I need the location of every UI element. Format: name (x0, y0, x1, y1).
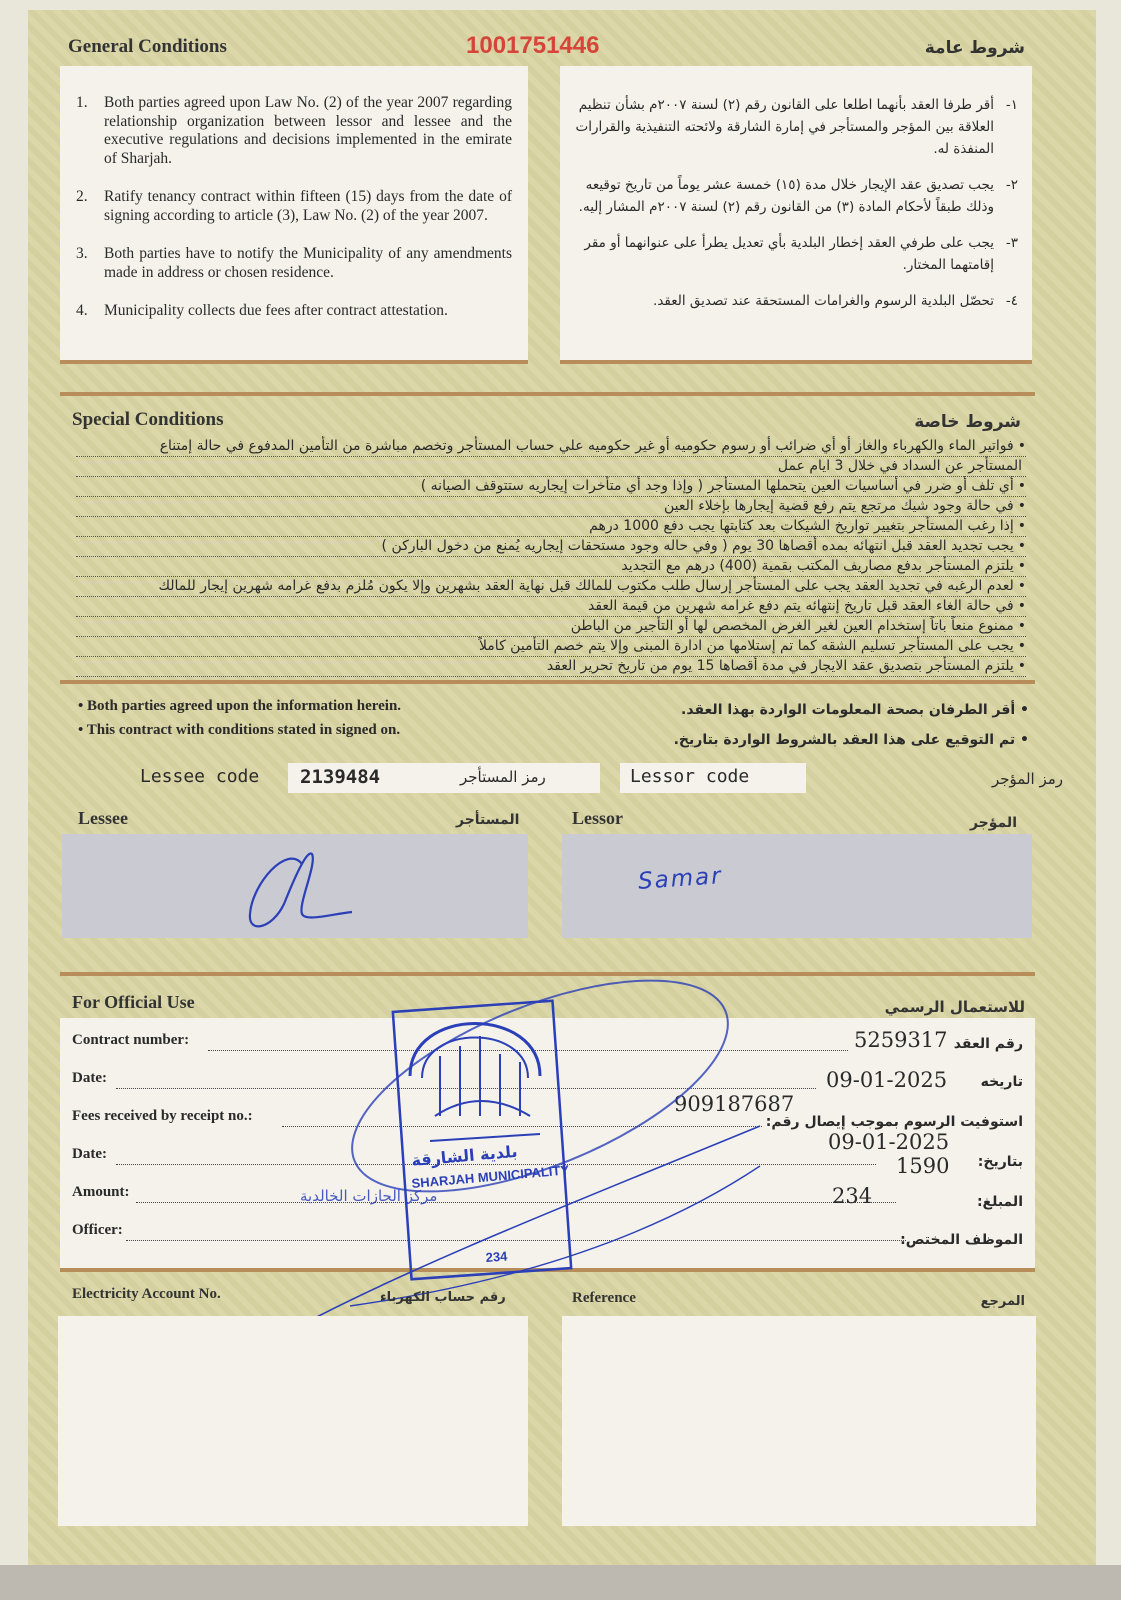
special-condition-text: ممنوع منعاً باتاً إستخدام العين لغير الغرض المخصص لها أو التأجير من الباطن (570, 618, 1014, 634)
lessee-signature-box (62, 834, 528, 938)
special-condition-line (76, 656, 1026, 677)
item-text: Municipality collects due fees after contract attestation. (104, 302, 448, 319)
item-number: ٢- (1005, 177, 1018, 193)
item-number: ١- (1005, 97, 1018, 113)
reference-label-ar: المرجع (980, 1294, 1025, 1309)
lessor-code-label-ar: رمز المؤجر (991, 770, 1063, 788)
bullet-icon: • (1017, 578, 1026, 594)
special-conditions-title-ar: شروط خاصة (914, 412, 1021, 432)
reference-label: Reference (572, 1290, 636, 1306)
agreement-statement-ar-1: • أقر الطرفان بصحة المعلومات الواردة بهذا العقد. (681, 702, 1029, 718)
lessee-code-value: 2139484 (300, 766, 381, 788)
special-condition-text: في حالة الغاء العقد قبل تاريخ إنتهائه يتم دفع غرامه شهرين من قيمة العقد (587, 598, 1014, 614)
bullet-icon: • (1017, 498, 1026, 514)
item-text: يجب تصديق عقد الإيجار خلال مدة (١٥) خمسة عشر يوماً من تاريخ توقيعه وذلك طبقاً لأحكام المادة (٣) من القانون رقم (٢) لسنة ٢٠٠٧م المشار إليه. (578, 177, 994, 215)
special-condition-text: يجب على المستأجر تسليم الشقه كما تم إستلامها من ادارة المبنى وإلا يتم خصم التأمين كاملاً (478, 638, 1014, 654)
scan-bottom-strip (0, 1565, 1121, 1600)
lessee-code-label-ar: رمز المستأجر (460, 768, 546, 786)
item-text: Both parties have to notify the Municipality of any amendments made in address or chosen residence. (104, 245, 512, 281)
general-conditions-en-panel (60, 66, 528, 364)
general-condition-en-item (76, 188, 512, 225)
lessor-label: Lessor (572, 808, 623, 828)
special-condition-line (76, 596, 1026, 617)
date-2-value: 09-01-2025 (828, 1130, 950, 1154)
general-condition-ar-item (574, 290, 1018, 312)
officer-label: Officer: (72, 1222, 123, 1238)
lessor-label-ar: المؤجر (969, 815, 1017, 831)
special-condition-line (76, 476, 1026, 497)
date-2-label-ar: بتاريخ: (977, 1154, 1023, 1170)
bullet-icon: • (1017, 558, 1026, 574)
sharjah-municipality-stamp (290, 966, 770, 1336)
special-condition-text: المستأجر عن السداد في خلال 3 ايام عمل (777, 458, 1022, 474)
stamp-number: 234 (485, 1248, 508, 1265)
lessee-code-label: Lessee code (140, 766, 260, 787)
officer-value: 234 (832, 1184, 873, 1208)
bullet-icon: • (1017, 438, 1026, 454)
general-condition-en-item (76, 94, 512, 168)
special-condition-text: أي تلف أو ضرر في أساسيات العين يتحملها المستأجر ( وإذا وجد أي متأخرات إيجاريه ستتوقف الصيانه ) (420, 478, 1014, 494)
divider (60, 392, 1035, 396)
contract-number-value: 5259317 (854, 1028, 948, 1052)
item-number: 4. (76, 302, 88, 319)
agreement-statement-ar-2: • تم التوقيع على هذا العقد بالشروط الواردة بتاريخ. (673, 732, 1029, 748)
stamp-arabic-title: بلدية الشارقة (410, 1141, 519, 1170)
fees-receipt-value: 909187687 (674, 1092, 795, 1116)
special-condition-text: فواتير الماء والكهرباء والغاز أو أي ضرائب أو رسوم حكوميه أو غير حكوميه علي حساب المستأجر وتخصم مباشرة من التأمين المدفوع في حالة إمتناع (159, 438, 1014, 454)
reference-box (562, 1316, 1036, 1526)
general-conditions-ar-panel (560, 66, 1032, 364)
general-condition-en-item (76, 245, 512, 282)
amount-value: 1590 (896, 1154, 950, 1178)
general-conditions-title-ar: شروط عامة (924, 38, 1025, 58)
general-conditions-title-en: General Conditions (68, 36, 227, 57)
lessee-label: Lessee (78, 808, 128, 828)
general-conditions-en-list (60, 66, 528, 321)
special-conditions-title-en: Special Conditions (72, 409, 224, 430)
special-condition-line (76, 616, 1026, 637)
bullet-icon: • (1017, 598, 1026, 614)
date-label-ar: تاريخه (980, 1074, 1023, 1090)
item-number: ٤- (1005, 293, 1018, 309)
agreement-statement-en-1: • Both parties agreed upon the information herein. (78, 698, 402, 714)
amount-label: Amount: (72, 1184, 130, 1200)
fees-receipt-label: Fees received by receipt no.: (72, 1108, 253, 1124)
electricity-account-box (58, 1316, 528, 1526)
date-2-label: Date: (72, 1146, 107, 1162)
item-number: 3. (76, 245, 88, 262)
divider (60, 680, 1035, 684)
bullet-icon: • (1017, 538, 1026, 554)
bullet-icon: • (1017, 518, 1026, 534)
special-condition-line (76, 536, 1026, 557)
stamp-english-title: SHARJAH MUNICIPALITY (410, 1162, 570, 1191)
stamp-branch-name: مركز الجازات الخالدية (300, 1187, 438, 1205)
general-condition-ar-item (574, 174, 1018, 218)
lessor-code-label: Lessor code (630, 766, 750, 787)
lessee-label-ar: المستأجر (456, 812, 520, 828)
special-condition-line (76, 496, 1026, 517)
special-condition-text: إذا رغب المستأجر بتغيير تواريخ الشيكات بعد كتابتها يجب دفع 1000 درهم (589, 518, 1014, 534)
electricity-account-label-ar: رقم حساب الكهرباء (380, 1290, 506, 1305)
special-condition-line (76, 436, 1026, 457)
general-condition-ar-item (574, 94, 1018, 160)
bullet-icon: • (1017, 478, 1026, 494)
item-text: يجب على طرفي العقد إخطار البلدية بأي تعديل يطرأ على عنوانهما أو مقر إقامتهما المختار. (584, 235, 994, 273)
agreement-statement-en-2: • This contract with conditions stated in signed on. (78, 722, 401, 738)
item-text: أقر طرفا العقد بأنهما اطلعا على القانون رقم (٢) لسنة ٢٠٠٧م بشأن تنظيم العلاقة بين المؤجر والمستأجر في إمارة الشارقة ولائحته التنفيذية والقرارات المنفذة له. (575, 97, 994, 157)
item-number: ٣- (1005, 235, 1018, 251)
general-condition-en-item (76, 302, 512, 321)
amount-label-ar: المبلغ: (976, 1194, 1023, 1210)
special-condition-text: يجب تجديد العقد قبل انتهائه بمده أقصاها 30 يوم ( وفي حاله وجود مستحقات إيجاريه يُمنع من دخول الباركن ) (381, 538, 1014, 554)
contract-number-label: Contract number: (72, 1032, 190, 1048)
date-value: 09-01-2025 (826, 1068, 948, 1092)
item-text: Both parties agreed upon Law No. (2) of the year 2007 regarding relationship organization between lessor and lessee and the executive regulations and decisions implemented in the emirate of Sharjah. (104, 94, 512, 167)
bullet-icon: • (1017, 638, 1026, 654)
special-condition-text: لعدم الرغبه في تجديد العقد يجب على المستأجر إرسال طلب مكتوب للمالك قبل نهاية العقد بشهرين وإلا يكون مُلزم بدفع غرامه شهرين إيجار للمالك (158, 578, 1014, 594)
fees-receipt-label-ar: استوفيت الرسوم بموجب إيصال رقم: (765, 1114, 1023, 1130)
general-conditions-ar-list (560, 66, 1032, 312)
lessor-signature-box (562, 834, 1032, 938)
general-condition-ar-item (574, 232, 1018, 276)
special-condition-line (76, 636, 1026, 657)
special-condition-line (76, 576, 1026, 597)
item-number: 2. (76, 188, 88, 205)
item-text: تحصّل البلدية الرسوم والغرامات المستحقة عند تصديق العقد. (653, 293, 994, 309)
special-condition-line (76, 456, 1026, 477)
bullet-icon: • (1017, 658, 1026, 674)
officer-label-ar: الموظف المختص: (900, 1232, 1023, 1248)
date-label: Date: (72, 1070, 107, 1086)
lessee-signature-icon (62, 834, 528, 938)
item-number: 1. (76, 94, 88, 111)
official-use-title-ar: للاستعمال الرسمي (884, 998, 1025, 1016)
official-use-title-en: For Official Use (72, 992, 195, 1012)
special-condition-text: يلتزم المستأجر بدفع مصاريف المكتب بقمية (400) درهم مع التجديد (621, 558, 1014, 574)
special-condition-line (76, 556, 1026, 577)
contract-serial-number: 1001751446 (466, 32, 600, 59)
special-condition-text: يلتزم المستأجر بتصديق عقد الايجار في مدة أقصاها 15 يوم من تاريخ تحرير العقد (546, 658, 1014, 674)
contract-number-label-ar: رقم العقد (953, 1036, 1023, 1052)
electricity-account-label: Electricity Account No. (72, 1286, 221, 1302)
special-condition-text: في حالة وجود شيك مرتجع يتم رفع قضية إيجارها بإخلاء العين (663, 498, 1014, 514)
item-text: Ratify tenancy contract within fifteen (15) days from the date of signing according to article (3), Law No. (2) of the year 2007. (104, 188, 512, 224)
special-condition-line (76, 516, 1026, 537)
lessor-signature: Samar (637, 863, 724, 895)
bullet-icon: • (1017, 618, 1026, 634)
